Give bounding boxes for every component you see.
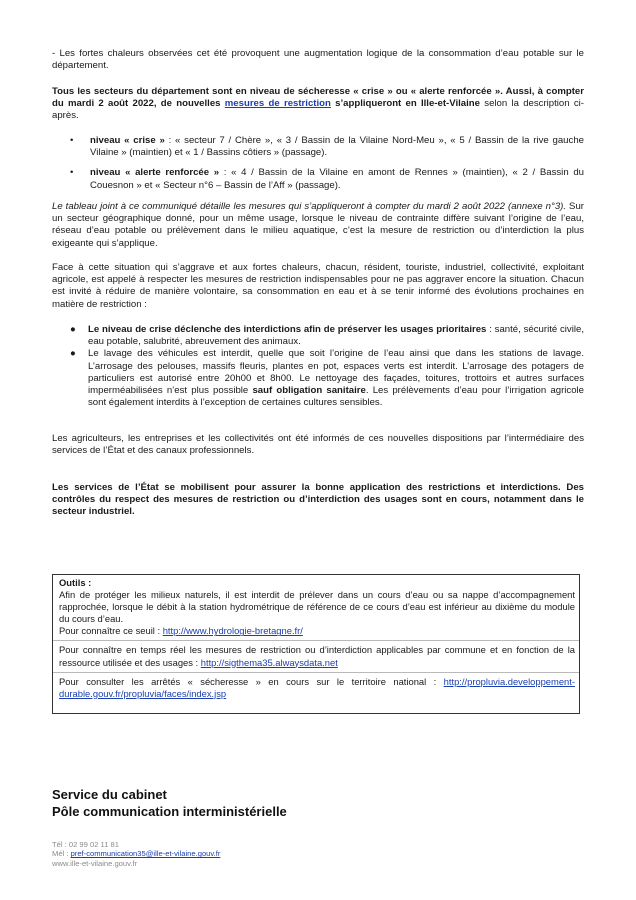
- services-paragraph: [52, 482, 584, 519]
- propluvia-link[interactable]: http://propluvia.developpement-durable.gouv.fr/propluvia/faces/index.jsp: [59, 675, 575, 699]
- outils-title: Outils :: [59, 577, 92, 588]
- box-divider: [53, 640, 579, 641]
- website-text: www.ille-et-vilaine.gouv.fr: [52, 858, 138, 868]
- restriction-item-lavage: [52, 348, 584, 409]
- table-note-paragraph: [52, 201, 584, 250]
- pole-title: Pôle communication interministérielle: [52, 804, 287, 819]
- table-note-italic: Le tableau joint à ce communiqué détaille les mesures qui s’appliqueront à compter du mardi 2 août 2022 (annexe n°3).: [52, 201, 567, 212]
- agri-text: Les agriculteurs, les entreprises et les collectivités ont été informés de ces nouvelles dispositions par l’intermédiaire des services de l’État et des canaux professionnels.: [52, 433, 584, 457]
- box-divider: [53, 672, 579, 673]
- bullet-marker: •: [70, 167, 74, 179]
- levels-list: [52, 135, 584, 200]
- bullet-marker: •: [70, 135, 74, 146]
- bullet-marker: ●: [70, 348, 76, 360]
- announcement-bold-b: s’appliqueront en Ille-et-Vilaine: [330, 98, 480, 110]
- sigthema-link[interactable]: http://sigthema35.alwaysdata.net: [200, 656, 338, 668]
- level-text: : « secteur 7 / Chère », « 3 / Bassin de la Vilaine Nord-Meu », « 5 / Bassin de la rive gauche Vilaine » (maintien) et « 1 / Bassins côtiers » (passage).: [90, 135, 584, 159]
- intro-text: - Les fortes chaleurs observées cet été provoquent une augmentation logique de la consommation d’eau potable sur le département.: [52, 48, 584, 72]
- level-label: niveau « alerte renforcée »: [90, 167, 224, 179]
- outils-text-1: Afin de protéger les milieux naturels, il est interdit de prélever dans un cours d’eau ou sa nappe d’accompagnement rapprochée, lorsque le débit à la station hydrométrique de référence de ce cours d’eau est inférieur au dixième du module du cours d’eau.: [59, 589, 575, 625]
- restriction-item-crise: [52, 324, 584, 348]
- level-label: niveau « crise »: [90, 135, 169, 146]
- outils-text-2: Pour connaître en temps réel les mesures de restriction ou d’interdiction applicables par commune et en fonction de la ressource utilisée et des usages :: [59, 644, 575, 668]
- bullet-marker: ●: [70, 324, 76, 335]
- footer: [52, 786, 584, 868]
- restriction-text-b: . Les prélèvements d’eau pour l’irrigation agricole sont également interdits à l’exception de certaines cultures sensibles.: [88, 385, 584, 409]
- announcement-bold-a: Tous les secteurs du département sont en niveau de sécheresse « crise » ou « alerte renforcée ». Aussi, à compter du mardi 2 août 2022, de nouvelles: [52, 86, 584, 110]
- intro-paragraph: [52, 48, 584, 72]
- level-text: : « 4 / Bassin de la Vilaine en amont de Rennes » (maintien), « 2 / Bassin du Couesnon » et « Secteur n°6 – Bassin de l’Aff » (passage).: [90, 167, 584, 191]
- restriction-measures-link[interactable]: mesures de restriction: [224, 98, 331, 110]
- restriction-bold: sauf obligation sanitaire: [252, 385, 366, 397]
- hydrologie-link[interactable]: http://www.hydrologie-bretagne.fr/: [162, 625, 303, 637]
- restriction-text-a: Le lavage des véhicules est interdit, quelle que soit l’origine de l’eau ainsi que dans les stations de lavage. L’arrosage des pelouses, massifs fleuris, plantes en pot, espaces verts est interdit. L’arrosage des potagers de particuliers est autorisé entre 20h00 et 8h00. Le nettoyage des façades, toitures, trottoirs et autres surfaces imperméabilisées n’est plus possible: [88, 348, 584, 397]
- mail-link[interactable]: pref-communication35@ille-et-vilaine.gouv.fr: [70, 849, 221, 859]
- restriction-text: : santé, sécurité civile, eau potable, salubrité, abreuvement des animaux.: [88, 324, 584, 348]
- restriction-bold: Le niveau de crise déclenche des interdictions afin de préserver les usages prioritaires: [88, 324, 487, 335]
- face-text: Face à cette situation qui s’aggrave et aux fortes chaleurs, chacun, résident, touriste, industriel, collectivité, exploitant agricole, est appelé à respecter les mesures de restriction indispensables pour ne pas aggraver encore la situation. Chacun est invité à réduire de manière volontaire, sa consommation en eau et à se tenir informé des évolutions prochaines en matière de restriction :: [52, 262, 584, 310]
- announcement-paragraph: [52, 86, 584, 123]
- table-note-rest: Sur un secteur géographique donné, pour un même usage, lorsque le niveau de contrainte diffère suivant l’origine de l’eau, réseau d’eau potable ou prélèvement dans le milieu aquatique, c’est la mesure de restriction ou d’interdiction la plus exigeante qui s’applique.: [52, 201, 584, 249]
- level-crise-item: [52, 135, 584, 159]
- announcement-rest: selon la description ci-après.: [52, 98, 584, 122]
- mail-label: Mél :: [52, 849, 71, 859]
- face-paragraph: [52, 262, 584, 311]
- service-title: Service du cabinet: [52, 787, 167, 802]
- services-text: Les services de l’État se mobilisent pour assurer la bonne application des restrictions et interdictions. Des contrôles du respect des mesures de restriction ou d’interdiction des usages sont en cours, notamment dans le secteur industriel.: [52, 482, 584, 518]
- seuil-label: Pour connaître ce seuil :: [59, 625, 163, 637]
- outils-text-3: Pour consulter les arrêtés « sécheresse » en cours sur le territoire national :: [59, 675, 444, 687]
- agri-paragraph: [52, 433, 584, 457]
- level-alerte-item: [52, 167, 584, 191]
- outils-box: [52, 574, 580, 714]
- restrictions-list: [52, 324, 584, 409]
- phone-number: Tél : 02 99 02 11 81: [52, 840, 119, 849]
